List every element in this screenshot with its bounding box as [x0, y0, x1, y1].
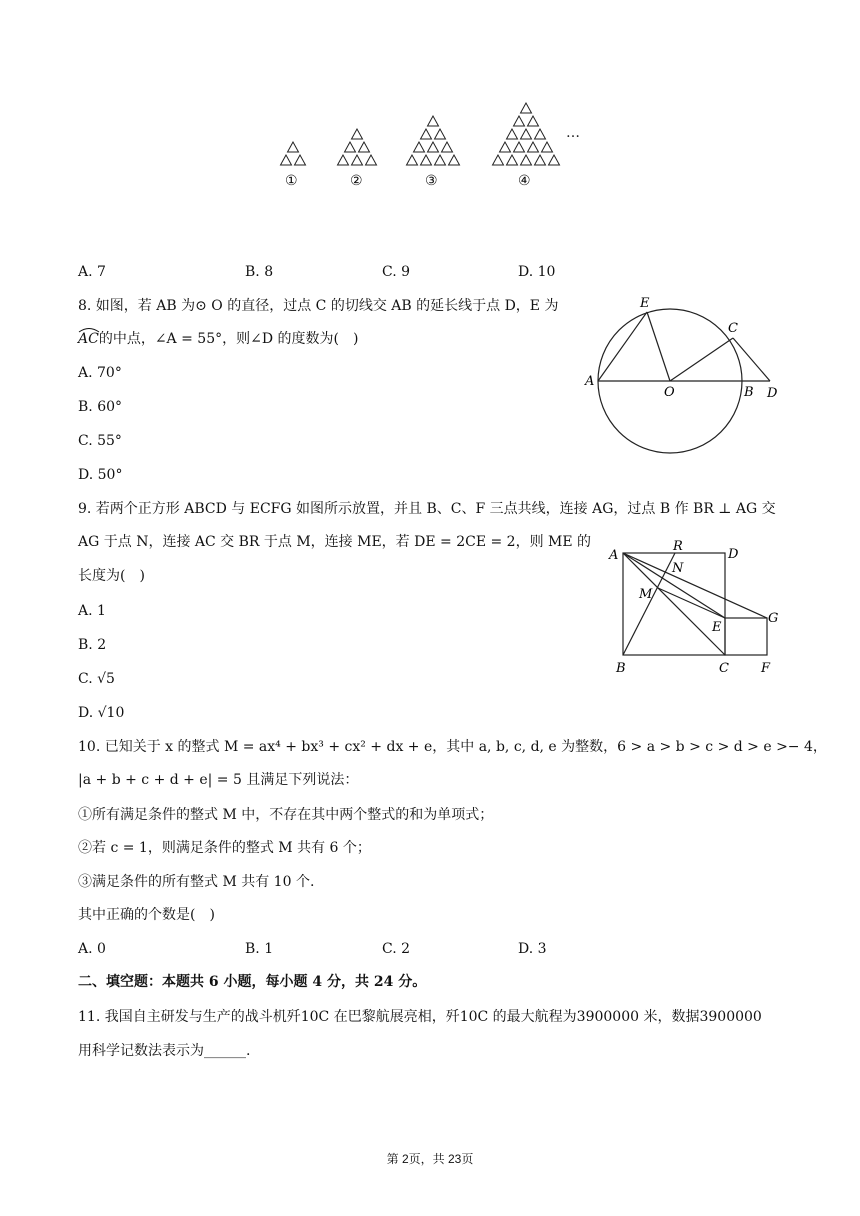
q10-stem-line2: |a + b + c + d + e| = 5 且满足下列说法： [78, 772, 359, 788]
pattern-label-1: ① [285, 173, 298, 189]
segment-me [658, 588, 725, 618]
pattern-triangle [421, 129, 432, 139]
segment-ae [598, 312, 647, 381]
label-e: E [640, 296, 650, 311]
q10-statement-1: ①所有满足条件的整式 M 中，不存在其中两个整式的和为单项式； [78, 807, 494, 823]
pattern-triangle [345, 142, 356, 152]
q7-option-d[interactable]: D. 10 [518, 264, 556, 280]
q7-option-b[interactable]: B. 8 [245, 264, 274, 280]
q9-stem-line1: 9. 若两个正方形 ABCD 与 ECFG 如图所示放置，并且 B、C、F 三点共线，连接 AG，过点 B 作 BR ⊥ AG 交 [78, 501, 776, 517]
q9-stem-line3: 长度为( ) [78, 568, 145, 584]
pattern-triangle [514, 142, 525, 152]
q9-option-d[interactable]: D. √10 [78, 705, 125, 721]
q10-question: 其中正确的个数是( ) [78, 907, 215, 923]
q7-option-a[interactable]: A. 7 [78, 264, 106, 280]
pattern-triangle [514, 116, 525, 126]
pattern-triangle [295, 155, 306, 165]
pattern-triangle [507, 155, 518, 165]
q11-stem-line2: 用科学记数法表示为______. [78, 1043, 251, 1059]
label-m: M [639, 587, 653, 602]
q10-statement-2: ②若 c = 1，则满足条件的整式 M 共有 6 个； [78, 840, 371, 856]
pattern-label-4: ④ [518, 173, 531, 189]
q9-option-b[interactable]: B. 2 [78, 637, 107, 653]
pattern-triangle [521, 155, 532, 165]
q8-option-b[interactable]: B. 60° [78, 399, 123, 415]
label-a: A [585, 374, 595, 389]
label-c: C [719, 661, 729, 676]
pattern-triangle [421, 155, 432, 165]
pattern-triangle [338, 155, 349, 165]
q9-option-a[interactable]: A. 1 [78, 603, 106, 619]
q9-stem-line2: AG 于点 N，连接 AC 交 BR 于点 M，连接 ME，若 DE = 2CE = 2，则 ME 的 [78, 534, 592, 550]
label-d: D [728, 547, 739, 562]
pattern-triangle [521, 129, 532, 139]
label-a: A [609, 548, 619, 563]
segment-br [623, 553, 675, 655]
q8-option-a[interactable]: A. 70° [78, 365, 122, 381]
pattern-triangle [435, 155, 446, 165]
q10-option-d[interactable]: D. 3 [518, 941, 547, 957]
segment-oc [670, 338, 733, 381]
label-c: C [728, 321, 738, 336]
q10-stem-line1: 10. 已知关于 x 的整式 M = ax⁴ + bx³ + cx² + dx + e，其中 a, b, c, d, e 为整数，6 > a > b > c > d > e >− 4， [78, 739, 827, 755]
label-d: D [767, 386, 778, 401]
pattern-triangle [535, 155, 546, 165]
q8-stem-line2: AC的中点，∠A = 55°，则∠D 的度数为( ) [78, 329, 358, 349]
pattern-triangle [507, 129, 518, 139]
pattern-triangle [528, 116, 539, 126]
q10-statement-3: ③满足条件的所有整式 M 共有 10 个. [78, 874, 315, 890]
pattern-triangle [535, 129, 546, 139]
page-footer: 第 2页，共 23页 [386, 1152, 474, 1166]
q10-option-a[interactable]: A. 0 [78, 941, 106, 957]
pattern-ellipsis: … [566, 125, 580, 141]
label-n: N [672, 561, 684, 576]
pattern-triangle [352, 129, 363, 139]
pattern-triangle [428, 142, 439, 152]
q8-stem-line1: 8. 如图，若 AB 为⊙ O 的直径，过点 C 的切线交 AB 的延长线于点 D，E 为 [78, 298, 559, 314]
q9-option-c[interactable]: C. √5 [78, 671, 115, 687]
pattern-triangle [493, 155, 504, 165]
segment-ag [623, 553, 767, 618]
pattern-triangle [288, 142, 299, 152]
q9-squares-figure [604, 536, 790, 678]
q8-option-d[interactable]: D. 50° [78, 467, 123, 483]
q11-stem-line1: 11. 我国自主研发与生产的战斗机歼10C 在巴黎航展亮相，歼10C 的最大航程为3900000 米，数据3900000 [78, 1009, 762, 1025]
q10-option-b[interactable]: B. 1 [245, 941, 274, 957]
q8-circle-figure [578, 288, 788, 466]
pattern-triangle [366, 155, 377, 165]
q10-option-c[interactable]: C. 2 [382, 941, 411, 957]
arc-ac: AC [78, 329, 99, 349]
pattern-triangle [352, 155, 363, 165]
pattern-triangle [435, 129, 446, 139]
pattern-triangle [528, 142, 539, 152]
pattern-triangle [428, 116, 439, 126]
section-heading-fill-in: 二、填空题：本题共 6 小题，每小题 4 分，共 24 分。 [78, 974, 427, 990]
pattern-triangle [359, 142, 370, 152]
pattern-triangle [442, 142, 453, 152]
label-e: E [712, 620, 722, 635]
square-ecfg [725, 618, 767, 655]
label-f: F [761, 661, 771, 676]
pattern-triangle [407, 155, 418, 165]
segment-eo [647, 312, 670, 381]
pattern-triangle [281, 155, 292, 165]
pattern-triangle [542, 142, 553, 152]
label-r: R [673, 539, 683, 554]
pattern-triangle [449, 155, 460, 165]
pattern-label-2: ② [350, 173, 363, 189]
label-o: O [664, 385, 675, 400]
pattern-label-3: ③ [425, 173, 438, 189]
pattern-triangle [521, 103, 532, 113]
q7-option-c[interactable]: C. 9 [382, 264, 411, 280]
label-g: G [768, 611, 779, 626]
q8-option-c[interactable]: C. 55° [78, 433, 122, 449]
label-b: B [744, 385, 754, 400]
pattern-triangle [414, 142, 425, 152]
label-b: B [616, 661, 626, 676]
pattern-triangle [500, 142, 511, 152]
pattern-triangle [549, 155, 560, 165]
